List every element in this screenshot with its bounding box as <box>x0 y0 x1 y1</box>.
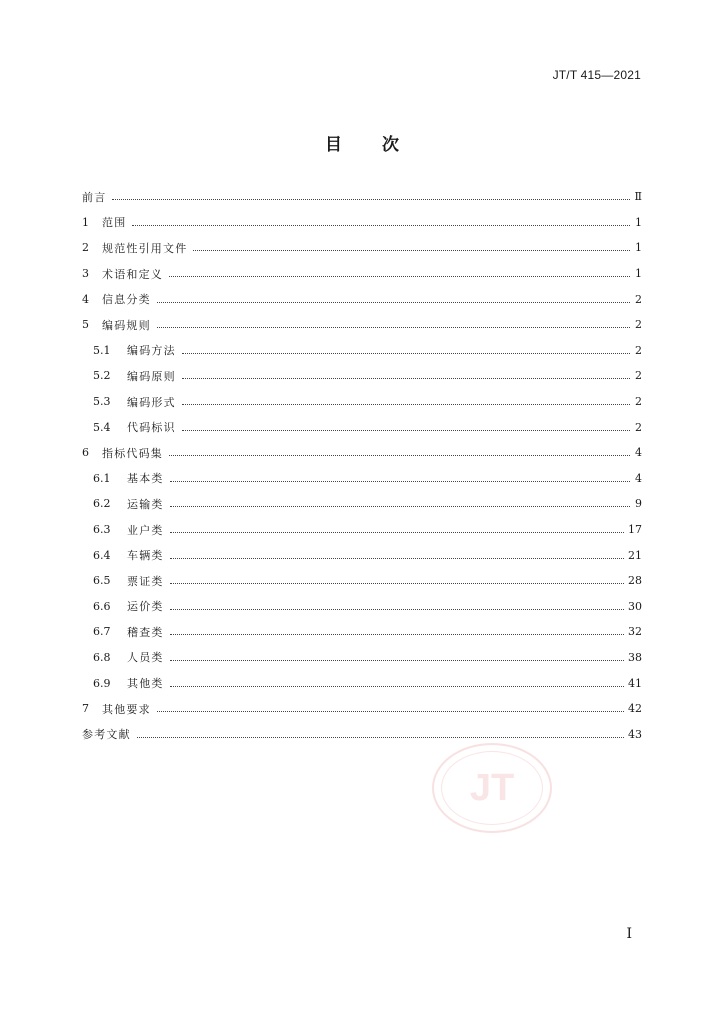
toc-entry-label: 编码规则 <box>102 318 151 332</box>
toc-entry-number: 6.6 <box>93 599 111 613</box>
toc-dot-leader <box>182 378 630 379</box>
toc-entry-page: 30 <box>628 599 642 613</box>
toc-entry-number: 6.4 <box>93 548 111 562</box>
toc-dot-leader <box>170 660 624 661</box>
toc-entry-label: 车辆类 <box>127 549 164 563</box>
toc-entry-number: 6.8 <box>93 650 111 664</box>
toc-entry-number: 6.7 <box>93 625 111 639</box>
toc-entry-number: 5.3 <box>93 395 111 409</box>
toc-entry-number: 6.5 <box>93 574 111 588</box>
toc-entry-page: 28 <box>628 574 642 588</box>
toc-entry-label: 术语和定义 <box>102 267 163 281</box>
page-title <box>0 130 724 155</box>
toc-dot-leader <box>170 532 624 533</box>
toc-entry-page: 1 <box>635 267 642 281</box>
toc-entry-page: 1 <box>635 241 642 255</box>
toc-entry-label: 前言 <box>82 190 107 204</box>
toc-entry-page: 4 <box>635 446 642 460</box>
toc-entry[interactable] <box>82 696 642 722</box>
toc-dot-leader <box>170 558 624 559</box>
toc-entry-number: 6.3 <box>93 523 111 537</box>
page-number: I <box>626 926 632 942</box>
toc-entry[interactable] <box>82 363 642 389</box>
toc-entry-page: 42 <box>628 702 642 716</box>
toc-dot-leader <box>182 430 630 431</box>
jt-watermark-text: JT <box>441 751 543 825</box>
toc-entry[interactable] <box>82 210 642 236</box>
toc-entry-number: 1 <box>82 215 89 229</box>
toc-entry-page: 32 <box>628 625 642 639</box>
toc-entry-label: 基本类 <box>127 472 164 486</box>
title-char-1: 目 <box>325 135 342 155</box>
toc-entry-label: 范围 <box>102 216 127 230</box>
toc-entry-label: 指标代码集 <box>102 446 163 460</box>
toc-entry[interactable] <box>82 261 642 287</box>
toc-entry-label: 运输类 <box>127 497 164 511</box>
toc-entry-page: 41 <box>628 676 642 690</box>
toc-entry-label: 编码形式 <box>127 395 176 409</box>
toc-entry[interactable] <box>82 645 642 671</box>
toc-entry-label: 其他类 <box>127 677 164 691</box>
toc-entry-label: 票证类 <box>127 574 164 588</box>
toc-dot-leader <box>170 609 624 610</box>
toc-dot-leader <box>182 353 630 354</box>
toc-entry-page: Ⅱ <box>634 190 642 204</box>
toc-entry[interactable] <box>82 517 642 543</box>
toc-entry-page: 2 <box>635 369 642 383</box>
toc-entry[interactable] <box>82 414 642 440</box>
table-of-contents <box>82 184 642 747</box>
toc-dot-leader <box>182 404 630 405</box>
toc-dot-leader <box>170 583 624 584</box>
toc-entry-label: 编码方法 <box>127 344 176 358</box>
toc-dot-leader <box>137 737 624 738</box>
toc-entry-number: 7 <box>82 702 89 716</box>
toc-entry[interactable] <box>82 312 642 338</box>
toc-entry-number: 3 <box>82 267 89 281</box>
toc-entry[interactable] <box>82 619 642 645</box>
toc-entry-label: 编码原则 <box>127 369 176 383</box>
toc-dot-leader <box>112 199 630 200</box>
toc-entry-number: 5.1 <box>93 343 111 357</box>
toc-entry-page: 2 <box>635 343 642 357</box>
toc-dot-leader <box>193 250 630 251</box>
toc-entry-page: 2 <box>635 292 642 306</box>
toc-entry-label: 稽查类 <box>127 625 164 639</box>
toc-entry-label: 规范性引用文件 <box>102 241 188 255</box>
toc-entry-label: 业户类 <box>127 523 164 537</box>
toc-entry-label: 其他要求 <box>102 702 151 716</box>
toc-entry[interactable] <box>82 491 642 517</box>
jt-watermark-seal <box>432 743 552 833</box>
title-char-2: 次 <box>382 135 399 155</box>
toc-entry-page: 2 <box>635 395 642 409</box>
toc-entry-number: 6.2 <box>93 497 111 511</box>
toc-entry-label: 人员类 <box>127 651 164 665</box>
toc-entry[interactable] <box>82 542 642 568</box>
toc-entry-label: 参考文献 <box>82 728 131 742</box>
toc-dot-leader <box>157 711 624 712</box>
toc-entry[interactable] <box>82 389 642 415</box>
toc-entry[interactable] <box>82 286 642 312</box>
toc-entry[interactable] <box>82 568 642 594</box>
toc-entry-number: 5.2 <box>93 369 111 383</box>
toc-entry-label: 运价类 <box>127 600 164 614</box>
toc-entry-page: 38 <box>628 650 642 664</box>
toc-entry[interactable] <box>82 440 642 466</box>
toc-entry-page: 4 <box>635 471 642 485</box>
toc-entry[interactable] <box>82 466 642 492</box>
toc-dot-leader <box>170 506 630 507</box>
toc-entry-number: 6 <box>82 446 89 460</box>
toc-entry[interactable] <box>82 670 642 696</box>
toc-entry[interactable] <box>82 235 642 261</box>
toc-entry-page: 2 <box>635 318 642 332</box>
toc-dot-leader <box>157 302 630 303</box>
toc-dot-leader <box>132 225 630 226</box>
toc-dot-leader <box>170 686 624 687</box>
toc-entry[interactable] <box>82 184 642 210</box>
toc-dot-leader <box>170 634 624 635</box>
toc-dot-leader <box>169 276 630 277</box>
toc-entry-number: 5.4 <box>93 420 111 434</box>
toc-entry-number: 5 <box>82 318 89 332</box>
toc-entry[interactable] <box>82 721 642 747</box>
toc-entry-number: 6.1 <box>93 471 111 485</box>
toc-entry-page: 1 <box>635 215 642 229</box>
toc-entry-label: 代码标识 <box>127 421 176 435</box>
toc-entry-page: 9 <box>635 497 642 511</box>
toc-entry-page: 43 <box>628 727 642 741</box>
toc-dot-leader <box>170 481 630 482</box>
toc-entry-number: 2 <box>82 241 89 255</box>
toc-entry-number: 4 <box>82 292 89 306</box>
toc-entry[interactable] <box>82 594 642 620</box>
standard-code: JT/T 415—2021 <box>552 68 641 82</box>
toc-dot-leader <box>157 327 630 328</box>
toc-entry-label: 信息分类 <box>102 293 151 307</box>
toc-entry-page: 21 <box>628 548 642 562</box>
toc-entry-number: 6.9 <box>93 676 111 690</box>
toc-dot-leader <box>169 455 630 456</box>
toc-entry-page: 17 <box>628 523 642 537</box>
toc-entry-page: 2 <box>635 420 642 434</box>
toc-entry[interactable] <box>82 338 642 364</box>
